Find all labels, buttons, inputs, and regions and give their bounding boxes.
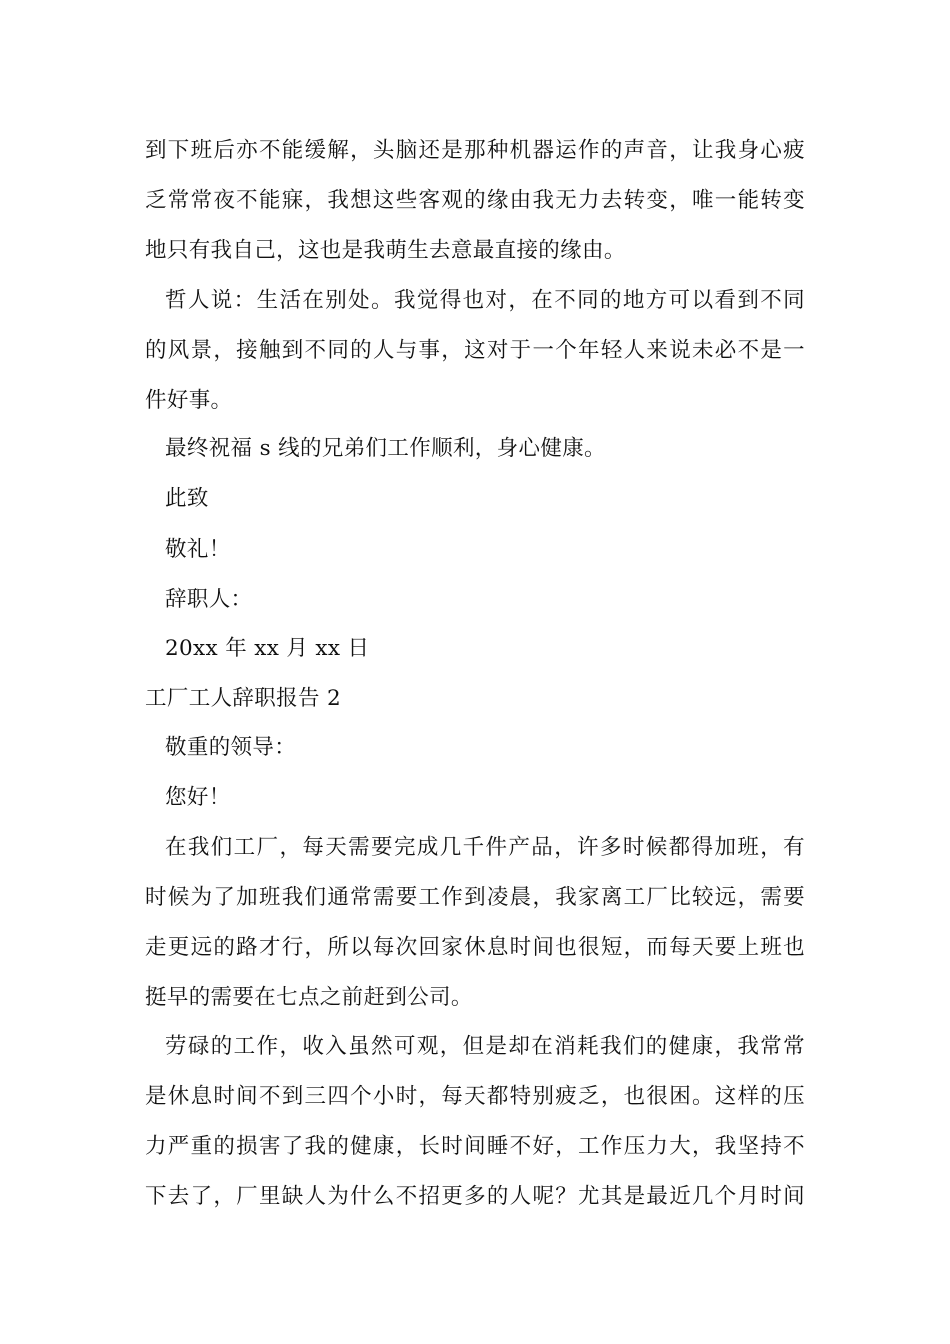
- paragraph-line: 下去了，厂里缺人为什么不招更多的人呢？尤其是最近几个月时间: [145, 1184, 805, 1209]
- date-line: 20xx 年 xx 月 xx 日: [165, 636, 370, 661]
- paragraph-line: 乏常常夜不能寐，我想这些客观的缘由我无力去转变，唯一能转变: [145, 188, 805, 213]
- closing-line: 此致: [165, 486, 209, 511]
- paragraph-line: 时候为了加班我们通常需要工作到凌晨，我家离工厂比较远，需要: [145, 885, 805, 910]
- paragraph-line: 力严重的损害了我的健康，长时间睡不好，工作压力大，我坚持不: [145, 1134, 805, 1159]
- signature-line: 辞职人：: [165, 587, 253, 612]
- paragraph-line: 哲人说：生活在别处。我觉得也对，在不同的地方可以看到不同: [165, 288, 805, 313]
- section-title: 工厂工人辞职报告 2: [145, 686, 342, 711]
- paragraph-line: 的风景，接触到不同的人与事，这对于一个年轻人来说未必不是一: [145, 338, 805, 363]
- paragraph-line: 是休息时间不到三四个小时，每天都特别疲乏，也很困。这样的压: [145, 1084, 805, 1109]
- paragraph-line: 劳碌的工作，收入虽然可观，但是却在消耗我们的健康，我常常: [165, 1034, 805, 1059]
- paragraph-line: 走更远的路才行，所以每次回家休息时间也很短，而每天要上班也: [145, 935, 805, 960]
- paragraph-line: 地只有我自己，这也是我萌生去意最直接的缘由。: [145, 238, 626, 263]
- closing-line: 敬礼！: [165, 537, 231, 562]
- paragraph-line: 到下班后亦不能缓解，头脑还是那种机器运作的声音，让我身心疲: [145, 138, 805, 163]
- salutation-line: 敬重的领导：: [165, 735, 297, 760]
- paragraph-line: 挺早的需要在七点之前赶到公司。: [145, 985, 473, 1010]
- paragraph-line: 在我们工厂，每天需要完成几千件产品，许多时候都得加班，有: [165, 835, 805, 860]
- greeting-line: 您好！: [165, 785, 231, 810]
- paragraph-line: 件好事。: [145, 388, 233, 413]
- blessing-line: 最终祝福 s 线的兄弟们工作顺利，身心健康。: [165, 436, 606, 461]
